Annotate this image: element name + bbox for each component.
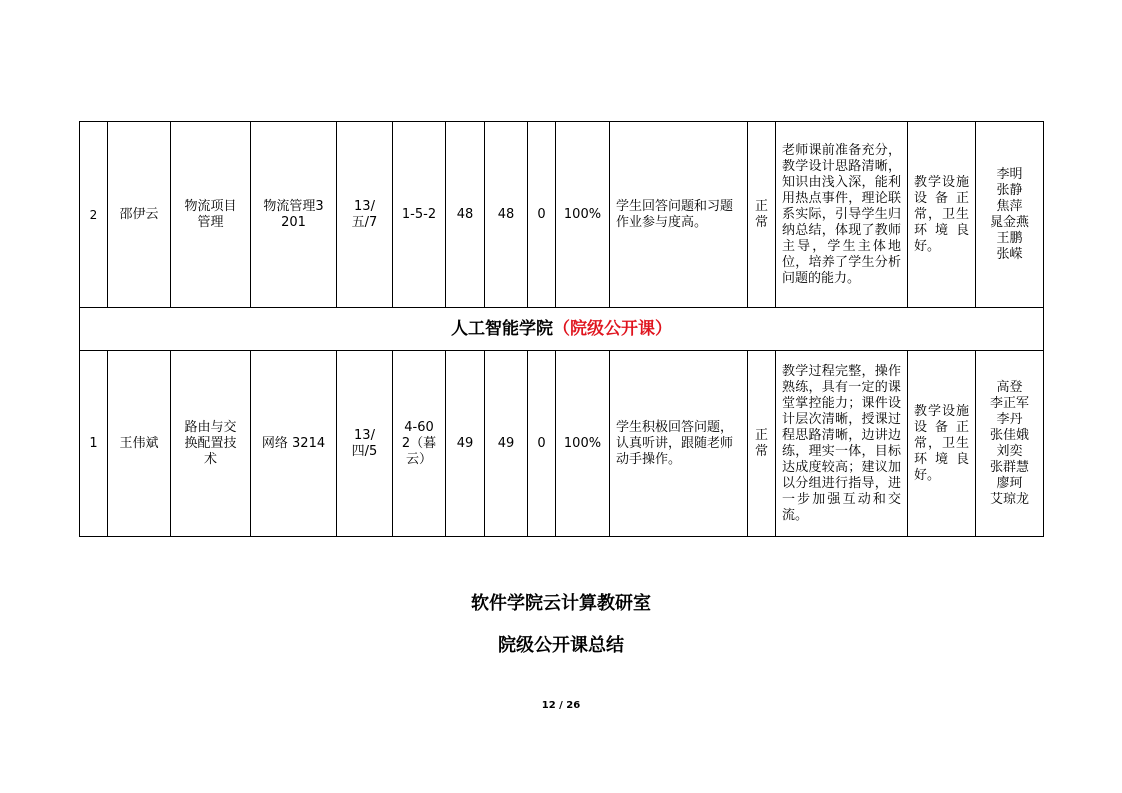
- teacher-name: 王伟斌: [108, 351, 171, 537]
- class-order: 正常: [748, 122, 776, 308]
- absent-count: 0: [528, 122, 556, 308]
- classroom: 4-602（暮云）: [393, 351, 446, 537]
- section-name: 人工智能学院: [451, 319, 553, 339]
- listener-name: 张佳娥: [989, 427, 1029, 443]
- course-name: 路由与交换配置技术: [171, 351, 251, 537]
- open-class-table: [79, 121, 1044, 537]
- student-status: 学生回答问题和习题作业参与度高。: [610, 122, 748, 308]
- teaching-evaluation: 教学过程完整，操作熟练，具有一定的课堂掌控能力；课件设计层次清晰，授课过程思路清晰，边讲边练，理实一体，目标达成度较高；建议加以分组进行指导，进一步加强互动和交流。: [776, 351, 908, 537]
- department-title: 软件学院云计算教研室: [471, 593, 651, 614]
- absent-count: 0: [528, 351, 556, 537]
- row-index: 2: [80, 122, 108, 308]
- listener-name: 刘奕: [996, 443, 1023, 459]
- listener-name: 高登: [996, 379, 1023, 395]
- actual-count: 49: [485, 351, 528, 537]
- listener-list: [976, 351, 1044, 537]
- week-slot: 13/四/5: [337, 351, 393, 537]
- listener-name: 张静: [996, 182, 1023, 198]
- student-status: 学生积极回答问题，认真听讲，跟随老师动手操作。: [610, 351, 748, 537]
- listener-name: 艾琼龙: [989, 491, 1029, 507]
- class-name: 物流管理3201: [251, 122, 337, 308]
- listener-name: 张群慧: [989, 459, 1029, 475]
- listener-name: 焦萍: [996, 198, 1023, 214]
- table-row: [80, 351, 1044, 537]
- page-number: 12 / 26: [541, 700, 581, 711]
- listener-name: 晁金燕: [989, 214, 1029, 230]
- section-header-row: [80, 308, 1044, 351]
- teaching-evaluation: 老师课前准备充分，教学设计思路清晰，知识由浅入深，能利用热点事件，理论联系实际，引导学生归纳总结，体现了教师主导，学生主体地位，培养了学生分析问题的能力。: [776, 122, 908, 308]
- attendance-rate: 100%: [556, 351, 610, 537]
- section-title: [80, 308, 1044, 351]
- facility-status: 教学设施设备正常，卫生环境良好。: [908, 351, 976, 537]
- class-name: 网络 3214: [251, 351, 337, 537]
- listener-name: 廖珂: [996, 475, 1023, 491]
- classroom: 1-5-2: [393, 122, 446, 308]
- listener-name: 张嵘: [996, 246, 1023, 262]
- section-tag: （院级公开课）: [553, 319, 672, 339]
- listener-name: 李正军: [989, 395, 1029, 411]
- course-name: 物流项目管理: [171, 122, 251, 308]
- actual-count: 48: [485, 122, 528, 308]
- teacher-name: 邵伊云: [108, 122, 171, 308]
- week-slot: 13/五/7: [337, 122, 393, 308]
- summary-title: 院级公开课总结: [498, 635, 624, 656]
- listener-list: [976, 122, 1044, 308]
- attendance-rate: 100%: [556, 122, 610, 308]
- listener-name: 王鹏: [996, 230, 1023, 246]
- expected-count: 48: [446, 122, 485, 308]
- facility-status: 教学设施设备正常，卫生环境良好。: [908, 122, 976, 308]
- listener-name: 李丹: [996, 411, 1023, 427]
- listener-name: 李明: [996, 166, 1023, 182]
- class-order: 正常: [748, 351, 776, 537]
- table-row: [80, 122, 1044, 308]
- row-index: 1: [80, 351, 108, 537]
- expected-count: 49: [446, 351, 485, 537]
